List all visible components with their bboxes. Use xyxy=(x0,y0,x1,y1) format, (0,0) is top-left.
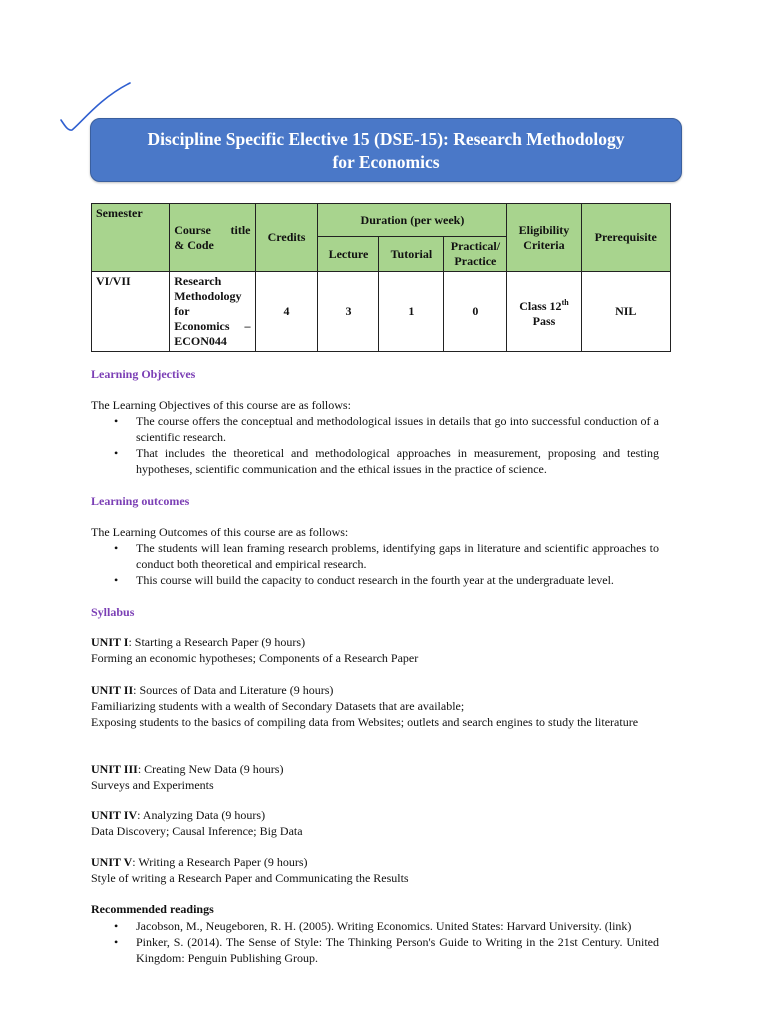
cell-course-title: Research Methodology for Economics – ECON044 xyxy=(170,272,255,352)
learning-objectives-heading: Learning Objectives xyxy=(91,367,196,381)
list-item: • The students will lean framing research problems, identifying gaps in literature and scientific approaches to conduct both theoretical and empirical research. xyxy=(91,540,659,572)
unit-4: UNIT IV: Analyzing Data (9 hours) Data Discovery; Causal Inference; Big Data xyxy=(91,808,303,838)
learning-objectives-list xyxy=(91,413,659,477)
unit-2: UNIT II: Sources of Data and Literature (9 hours) Familiarizing students with a wealth of Secondary Datasets that are available; Exposing students to the basics of compiling data from Websites; outlets and search engines to study the literature xyxy=(91,683,639,729)
header-duration: Duration (per week) xyxy=(318,204,507,237)
list-item: • Jacobson, M., Neugeboren, R. H. (2005). Writing Economics. United States: Harvard University. (link) xyxy=(91,918,659,934)
learning-outcomes-heading: Learning outcomes xyxy=(91,494,190,508)
syllabus-heading: Syllabus xyxy=(91,605,135,619)
recommended-readings-heading: Recommended readings xyxy=(91,902,214,916)
learning-outcomes-intro: The Learning Outcomes of this course are as follows: xyxy=(91,525,349,539)
course-title-banner xyxy=(90,118,682,182)
header-practical: Practical/ Practice xyxy=(444,237,507,272)
cell-eligibility: Class 12th Pass xyxy=(507,272,581,352)
list-item: • This course will build the capacity to conduct research in the fourth year at the undergraduate level. xyxy=(91,572,659,588)
unit-5: UNIT V: Writing a Research Paper (9 hours) Style of writing a Research Paper and Communicating the Results xyxy=(91,855,409,885)
recommended-readings-list xyxy=(91,918,659,966)
cell-credits: 4 xyxy=(255,272,318,352)
learning-objectives-intro: The Learning Objectives of this course are as follows: xyxy=(91,398,351,412)
header-lecture: Lecture xyxy=(318,237,379,272)
cell-tutorial: 1 xyxy=(379,272,444,352)
cell-semester: VI/VII xyxy=(92,272,170,352)
learning-outcomes-list xyxy=(91,540,659,588)
header-course-title: Course title & Code xyxy=(170,204,255,272)
cell-prerequisite: NIL xyxy=(581,272,670,352)
cell-practical: 0 xyxy=(444,272,507,352)
header-prerequisite: Prerequisite xyxy=(581,204,670,272)
header-tutorial: Tutorial xyxy=(379,237,444,272)
unit-3: UNIT III: Creating New Data (9 hours) Surveys and Experiments xyxy=(91,762,284,792)
course-details-table xyxy=(91,203,671,352)
header-eligibility: Eligibility Criteria xyxy=(507,204,581,272)
course-title-line-2: for Economics xyxy=(332,152,440,172)
unit-1: UNIT I: Starting a Research Paper (9 hours) Forming an economic hypotheses; Components of a Research Paper xyxy=(91,635,419,665)
list-item: • The course offers the conceptual and methodological issues in details that go into successful conduction of a scientific research. xyxy=(91,413,659,445)
header-credits: Credits xyxy=(255,204,318,272)
course-title-line-1: Discipline Specific Elective 15 (DSE-15): Research Methodology xyxy=(147,129,625,149)
list-item: • That includes the theoretical and methodological approaches in measurement, proposing and testing hypotheses, scientific communication and the ethical issues in the practice of science. xyxy=(91,445,659,477)
header-semester: Semester xyxy=(92,204,170,272)
table-row xyxy=(92,272,671,352)
list-item: • Pinker, S. (2014). The Sense of Style: The Thinking Person's Guide to Writing in the 21st Century. United Kingdom: Penguin Publishing Group. xyxy=(91,934,659,966)
cell-lecture: 3 xyxy=(318,272,379,352)
